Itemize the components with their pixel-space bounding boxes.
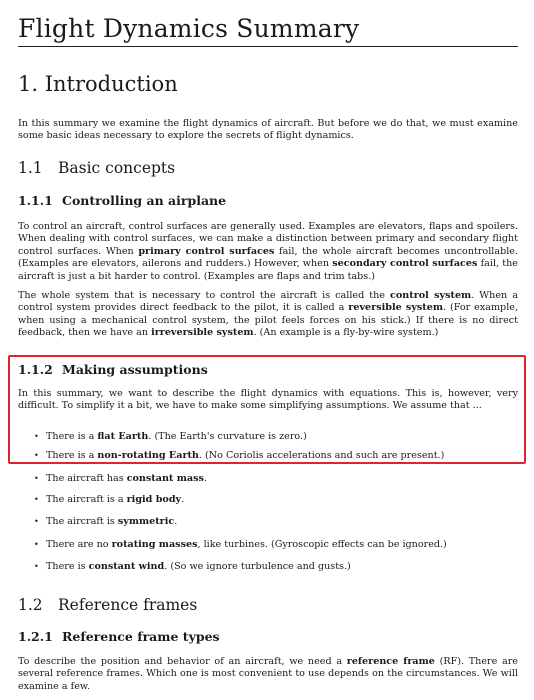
assumption-term: non-rotating Earth [97, 450, 199, 461]
assumption-term: flat Earth [97, 431, 149, 442]
text-run: There is [46, 561, 89, 572]
text-run: . (So we ignore turbulence and gusts.) [164, 561, 351, 572]
term-reference-frame: reference frame [346, 656, 435, 667]
text-run: There is a [46, 431, 98, 442]
bullet-icon: • [34, 562, 39, 571]
text-run: . (For example, when using a mechanical control system, the pilot feels forces on his stick.) If there is no direct feedback, then we have an [18, 302, 518, 339]
assumption-item [34, 450, 514, 462]
section-heading-introduction [18, 72, 178, 96]
text-run: . When a control system provides direct feedback to the pilot, it is called a [18, 290, 518, 314]
subsection-number: 1.1 [18, 159, 43, 177]
text-run: (RF). There are several reference frames. Which one is most convenient to use depends on the circumstances. We will examine a few. [18, 656, 518, 692]
bullet-icon: • [34, 540, 39, 549]
text-run: The aircraft is [46, 516, 118, 527]
assumption-item [34, 561, 514, 573]
section-title: Introduction [44, 72, 178, 96]
text-run: fail, the whole aircraft becomes uncontrollable. (Examples are elevators, ailerons and rudders.) However, when [18, 245, 519, 270]
document-title: Flight Dynamics Summary [18, 14, 518, 47]
bullet-icon: • [34, 451, 39, 460]
text-run: There is a [46, 450, 98, 461]
term-control-system: control system [390, 290, 472, 301]
subsubsection-title: Reference frame types [62, 629, 220, 644]
assumptions-paragraph: In this summary, we want to describe the flight dynamics with equations. This is, however, very difficult. To simplify it a bit, we have to make some simplifying assumptions. We assume that ... [18, 388, 518, 412]
assumption-term: constant wind [88, 561, 165, 572]
subsubsection-title: Controlling an airplane [62, 193, 227, 208]
bullet-icon: • [34, 517, 39, 526]
text-run: The aircraft has [46, 473, 127, 484]
subsection-number: 1.2 [18, 596, 43, 614]
assumption-term: constant mass [126, 473, 204, 484]
assumption-term: rigid body [126, 494, 182, 505]
text-run: To control an aircraft, control surfaces are generally used. Examples are elevators, flaps and spoilers. When dealing with control surfaces, we can make a distinction between primary and secondary flight control surfaces. When [18, 221, 518, 257]
bullet-icon: • [34, 474, 39, 483]
control-system-paragraph [18, 290, 518, 340]
subsection-title: Reference frames [58, 596, 198, 614]
intro-paragraph: In this summary we examine the flight dynamics of aircraft. But before we do that, we must examine some basic ideas necessary to explore the secrets of flight dynamics. [18, 118, 518, 142]
assumption-term: rotating masses [111, 539, 198, 550]
text-run: . (The Earth's curvature is zero.) [148, 431, 307, 442]
subsubsection-number: 1.1.1 [18, 193, 53, 208]
text-run: fail, the aircraft is just a bit harder to control. (Examples are flaps and trim tabs.) [18, 258, 518, 282]
term-reversible-system: reversible system [348, 302, 443, 314]
subsubsection-number: 1.2.1 [18, 629, 53, 644]
assumption-item [34, 494, 514, 506]
assumption-term: symmetric [117, 516, 175, 527]
term-secondary-control-surfaces: secondary control surfaces [332, 258, 478, 270]
text-run: The aircraft is a [46, 494, 127, 505]
subsubsection-title: Making assumptions [62, 362, 208, 377]
subsection-title: Basic concepts [58, 159, 176, 177]
section-number: 1. [18, 72, 39, 96]
subsubsection-number: 1.1.2 [18, 362, 53, 377]
text-run: . (No Coriolis accelerations and such are present.) [198, 450, 445, 461]
text-run: . [181, 494, 185, 505]
text-run: , like turbines. (Gyroscopic effects can be ignored.) [197, 539, 447, 550]
assumption-item [34, 431, 514, 443]
text-run: . [203, 473, 207, 484]
text-run: . [174, 516, 178, 527]
subsubsection-heading-assumptions [18, 362, 208, 377]
text-run: The whole system that is necessary to control the aircraft is called the [18, 290, 391, 301]
control-surfaces-paragraph [18, 221, 518, 283]
reference-frame-paragraph [18, 656, 518, 693]
subsubsection-heading-rf-types [18, 629, 220, 644]
subsubsection-heading-controlling [18, 193, 226, 208]
bullet-icon: • [34, 495, 39, 504]
bullet-icon: • [34, 432, 39, 441]
assumption-item [34, 539, 514, 551]
subsection-heading-reference-frames [18, 596, 197, 614]
assumption-item [34, 473, 514, 485]
term-primary-control-surfaces: primary control surfaces [138, 245, 275, 257]
term-irreversible-system: irreversible system [151, 327, 254, 339]
text-run: There are no [46, 539, 112, 550]
assumption-item [34, 516, 514, 528]
text-run: To describe the position and behavior of an aircraft, we need a [18, 656, 347, 667]
subsection-heading-basic-concepts [18, 159, 175, 177]
text-run: . (An example is a fly-by-wire system.) [253, 327, 439, 339]
